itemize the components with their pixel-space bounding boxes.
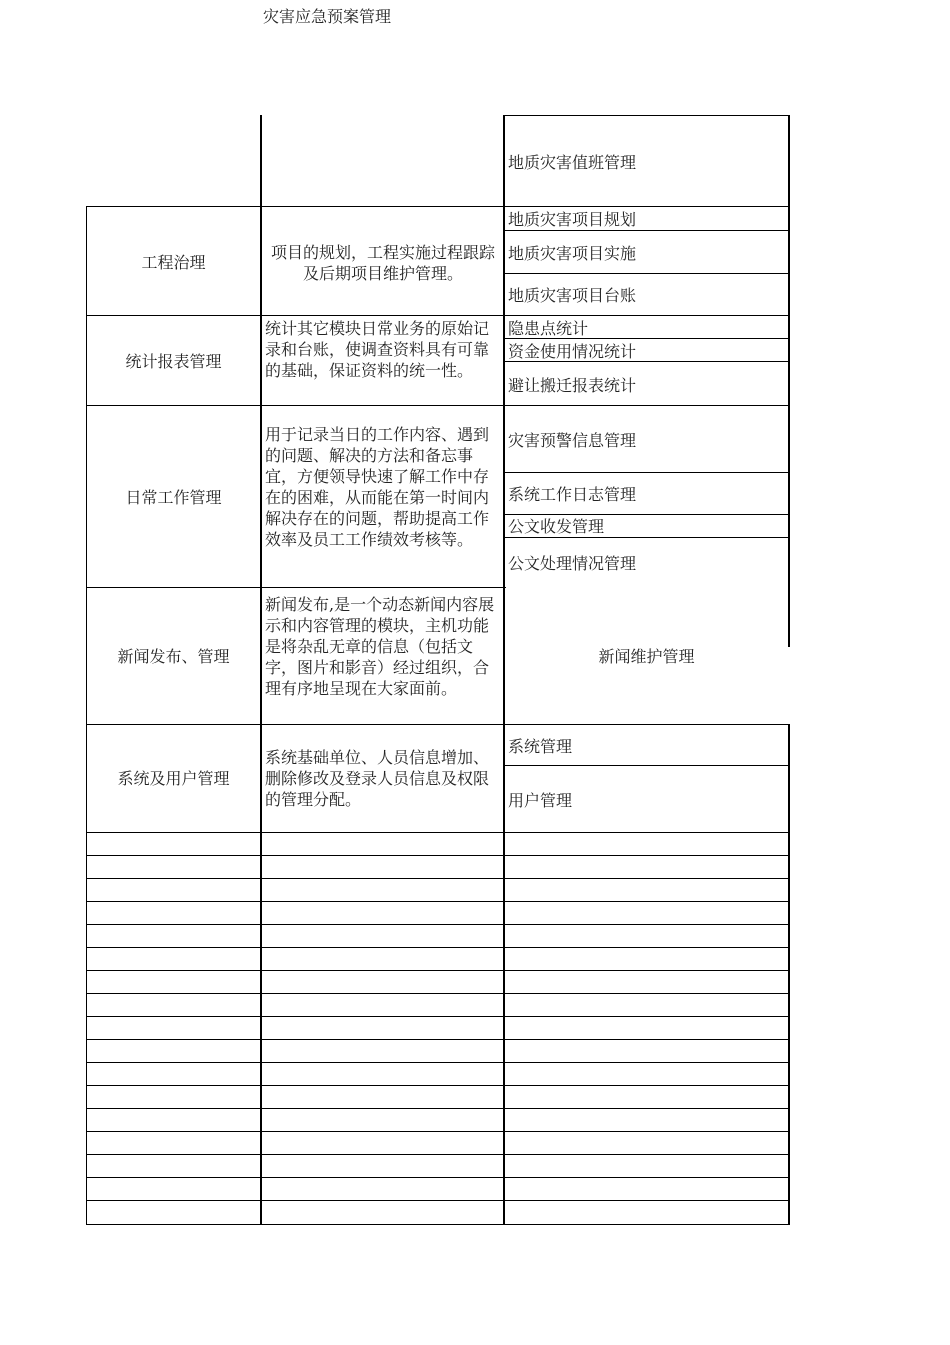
table-line [86, 587, 506, 588]
table-line [86, 405, 790, 406]
table-line [86, 724, 790, 725]
table-line [503, 472, 790, 473]
table-line [86, 1062, 790, 1063]
page-title: 灾害应急预案管理 [263, 7, 392, 26]
table-line [503, 115, 790, 116]
table-line [503, 230, 790, 231]
table-line [503, 273, 790, 274]
function-cell: 系统工作日志管理 [508, 485, 637, 504]
table-line [503, 115, 505, 1225]
table-line [503, 537, 790, 538]
module-name-cell: 新闻发布、管理 [117, 647, 230, 666]
table-line [503, 514, 790, 515]
table-line [86, 1016, 790, 1017]
table-line [86, 315, 790, 316]
table-line [86, 970, 790, 971]
module-name-cell: 统计报表管理 [125, 352, 222, 371]
function-cell: 避让搬迁报表统计 [508, 376, 637, 395]
table-line [86, 206, 790, 207]
function-cell: 公文收发管理 [508, 517, 605, 536]
description-cell: 统计其它模块日常业务的原始记录和台账，使调查资料具有可靠的基础，保证资料的统一性。 [265, 319, 490, 380]
table-line [86, 1200, 790, 1201]
table-line [86, 993, 790, 994]
module-name-cell: 系统及用户管理 [117, 769, 230, 788]
table-line [86, 832, 790, 833]
function-cell: 灾害预警信息管理 [508, 431, 637, 450]
table-line [86, 1224, 790, 1225]
function-cell: 地质灾害项目实施 [508, 244, 637, 263]
table-line [86, 1039, 790, 1040]
table-line [86, 1131, 790, 1132]
function-cell: 隐患点统计 [508, 319, 589, 338]
table-line [86, 901, 790, 902]
table-line [788, 724, 790, 1225]
table-line [503, 765, 790, 766]
description-cell: 用于记录当日的工作内容、遇到的问题、解决的方法和备忘事宜，方便领导快速了解工作中存在的困难，从而能在第一时间内解决存在的问题，帮助提高工作效率及员工工作绩效考核等。 [265, 425, 490, 549]
table-line [86, 947, 790, 948]
table-line [86, 1085, 790, 1086]
function-cell: 地质灾害项目规划 [508, 210, 637, 229]
description-cell: 系统基础单位、人员信息增加、删除修改及登录人员信息及权限的管理分配。 [265, 748, 490, 809]
function-cell: 地质灾害项目台账 [508, 286, 637, 305]
module-name-cell: 工程治理 [141, 253, 206, 272]
function-cell: 公文处理情况管理 [508, 554, 637, 573]
table-line [86, 1154, 790, 1155]
function-cell: 用户管理 [508, 791, 573, 810]
function-cell: 地质灾害值班管理 [508, 153, 637, 172]
module-name-cell: 日常工作管理 [125, 488, 222, 507]
description-cell: 项目的规划，工程实施过程跟踪及后期项目维护管理。 [270, 243, 495, 283]
description-cell: 新闻发布,是一个动态新闻内容展示和内容管理的模块，主机功能是将杂乱无章的信息（包括文字，图片和影音）经过组织，合理有序地呈现在大家面前。 [265, 595, 495, 698]
function-cell: 系统管理 [508, 737, 573, 756]
table-line [86, 1177, 790, 1178]
table-line [86, 1108, 790, 1109]
function-cell: 新闻维护管理 [598, 647, 695, 666]
table-line [86, 924, 790, 925]
function-cell: 资金使用情况统计 [508, 342, 637, 361]
table-line [260, 115, 262, 1225]
table-line [86, 855, 790, 856]
table-line [86, 878, 790, 879]
table-line [788, 115, 790, 647]
